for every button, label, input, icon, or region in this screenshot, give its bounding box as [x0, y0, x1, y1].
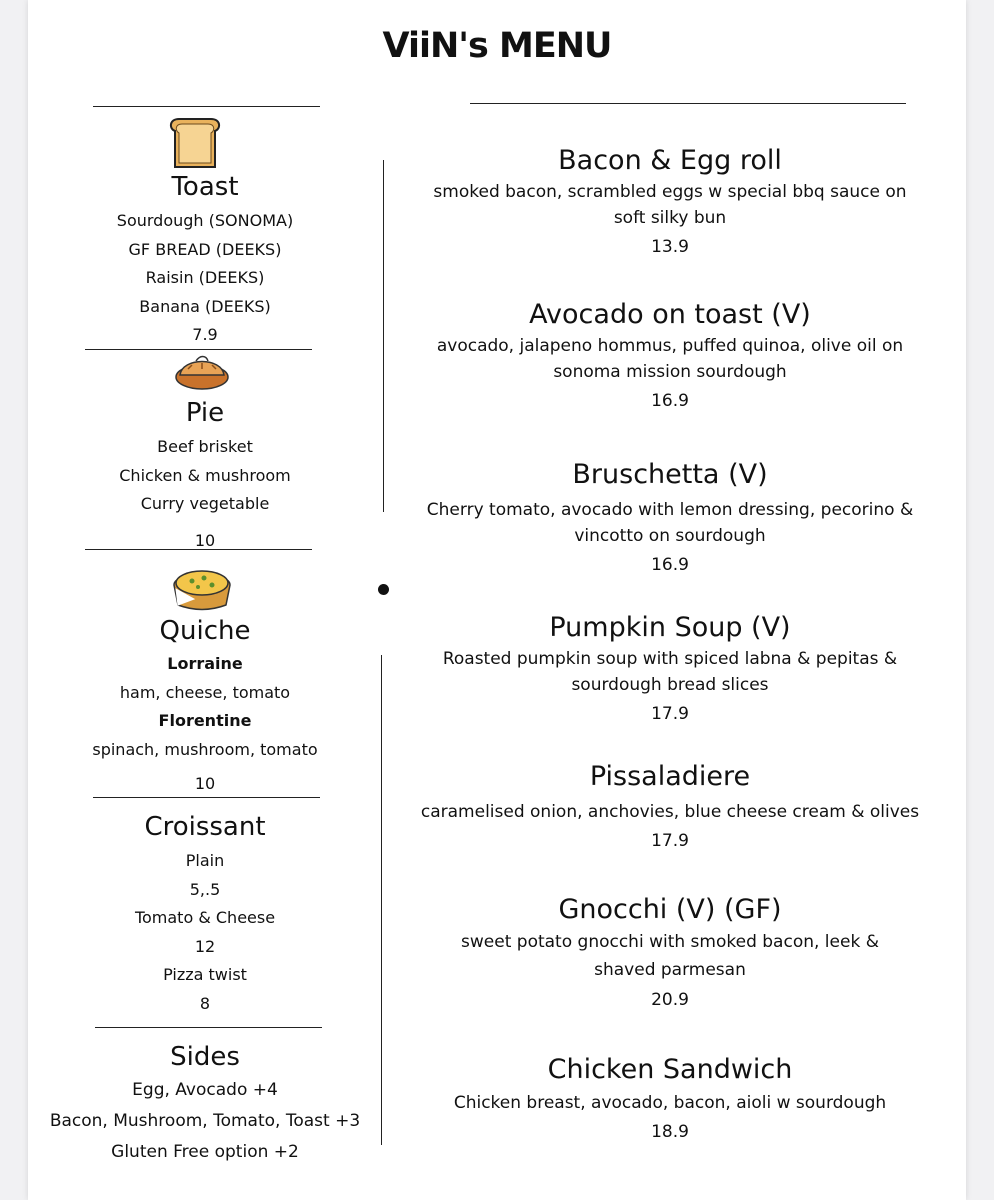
dish-name: Pumpkin Soup (V): [549, 612, 791, 643]
quiche-variant-name: Florentine: [158, 711, 252, 731]
dish: [410, 892, 930, 1012]
pie-title: Pie: [185, 398, 225, 428]
list-item: Plain: [185, 851, 225, 870]
dish-description: avocado, jalapeno hommus, puffed quinoa, olive oil on sonoma mission sourdough: [436, 336, 904, 382]
center-dot: [378, 584, 389, 595]
pie-section: [30, 397, 380, 555]
toast-price: 7.9: [192, 325, 218, 345]
list-item: Tomato & Cheese: [134, 908, 276, 928]
item-price: 5,.5: [189, 879, 221, 899]
croissant-section: [30, 811, 380, 1019]
dish-price: 17.9: [651, 831, 689, 851]
dish-name: Gnocchi (V) (GF): [558, 894, 782, 925]
dish-name: Avocado on toast (V): [529, 299, 811, 330]
dish: [410, 759, 930, 853]
divider: [470, 103, 906, 104]
dish-price: 13.9: [651, 237, 689, 257]
menu-title: ViiN's MENU: [382, 26, 612, 66]
dish-name: Pissaladiere: [589, 761, 751, 792]
list-item: Pizza twist: [163, 965, 247, 985]
dish-description: caramelised onion, anchovies, blue cheese cream & olives: [420, 802, 920, 822]
dish-description: smoked bacon, scrambled eggs w special bbq sauce on soft silky bun: [433, 182, 907, 228]
quiche-section: [30, 615, 380, 799]
dish-description: Cherry tomato, avocado with lemon dressing, pecorino & vincotto on sourdough: [426, 500, 914, 546]
list-item: Bacon, Mushroom, Tomato, Toast +3: [49, 1111, 361, 1131]
quiche-price: 10: [194, 774, 216, 794]
sides-title: Sides: [170, 1042, 240, 1072]
list-item: Banana (DEEKS): [139, 296, 271, 316]
column-divider: [383, 160, 384, 512]
item-price: 12: [194, 936, 216, 956]
dish: [410, 297, 930, 413]
dish: [410, 610, 930, 726]
dish-name: Bruschetta (V): [572, 459, 768, 490]
list-item: Beef brisket: [157, 437, 253, 456]
list-item: Egg, Avocado +4: [132, 1080, 278, 1100]
dish-price: 16.9: [651, 555, 689, 575]
dish-price: 16.9: [651, 391, 689, 411]
sides-section: [20, 1041, 390, 1168]
list-item: Curry vegetable: [140, 494, 270, 514]
quiche-variant-desc: ham, cheese, tomato: [119, 682, 291, 702]
dish: [410, 143, 930, 259]
list-item: Raisin (DEEKS): [145, 268, 265, 288]
divider: [93, 106, 320, 107]
dish: [410, 457, 930, 577]
list-item: Gluten Free option +2: [111, 1142, 299, 1162]
dish: [410, 1052, 930, 1144]
toast-section: [30, 171, 380, 350]
dish-price: 20.9: [651, 990, 689, 1010]
quiche-icon: [170, 565, 234, 611]
quiche-variant-name: Lorraine: [167, 654, 243, 673]
list-item: Sourdough (SONOMA): [116, 211, 294, 230]
dish-price: 18.9: [651, 1122, 689, 1142]
list-item: GF BREAD (DEEKS): [128, 239, 282, 259]
toast-icon: [167, 117, 223, 171]
toast-title: Toast: [171, 172, 239, 202]
dish-price: 17.9: [651, 704, 689, 724]
item-price: 8: [199, 993, 211, 1013]
dish-name: Chicken Sandwich: [547, 1054, 793, 1085]
list-item: Chicken & mushroom: [119, 465, 291, 485]
dish-description: Chicken breast, avocado, bacon, aioli w sourdough: [453, 1093, 887, 1113]
pie-price: 10: [194, 530, 216, 550]
croissant-title: Croissant: [144, 812, 266, 842]
dish-description: sweet potato gnocchi with smoked bacon, leek & shaved parmesan: [461, 932, 879, 980]
quiche-title: Quiche: [159, 616, 251, 646]
dish-description: Roasted pumpkin soup with spiced labna & pepitas & sourdough bread slices: [442, 649, 898, 695]
quiche-variant-desc: spinach, mushroom, tomato: [92, 739, 318, 759]
pie-icon: [174, 353, 230, 393]
divider: [95, 1027, 322, 1028]
dish-name: Bacon & Egg roll: [558, 145, 782, 176]
